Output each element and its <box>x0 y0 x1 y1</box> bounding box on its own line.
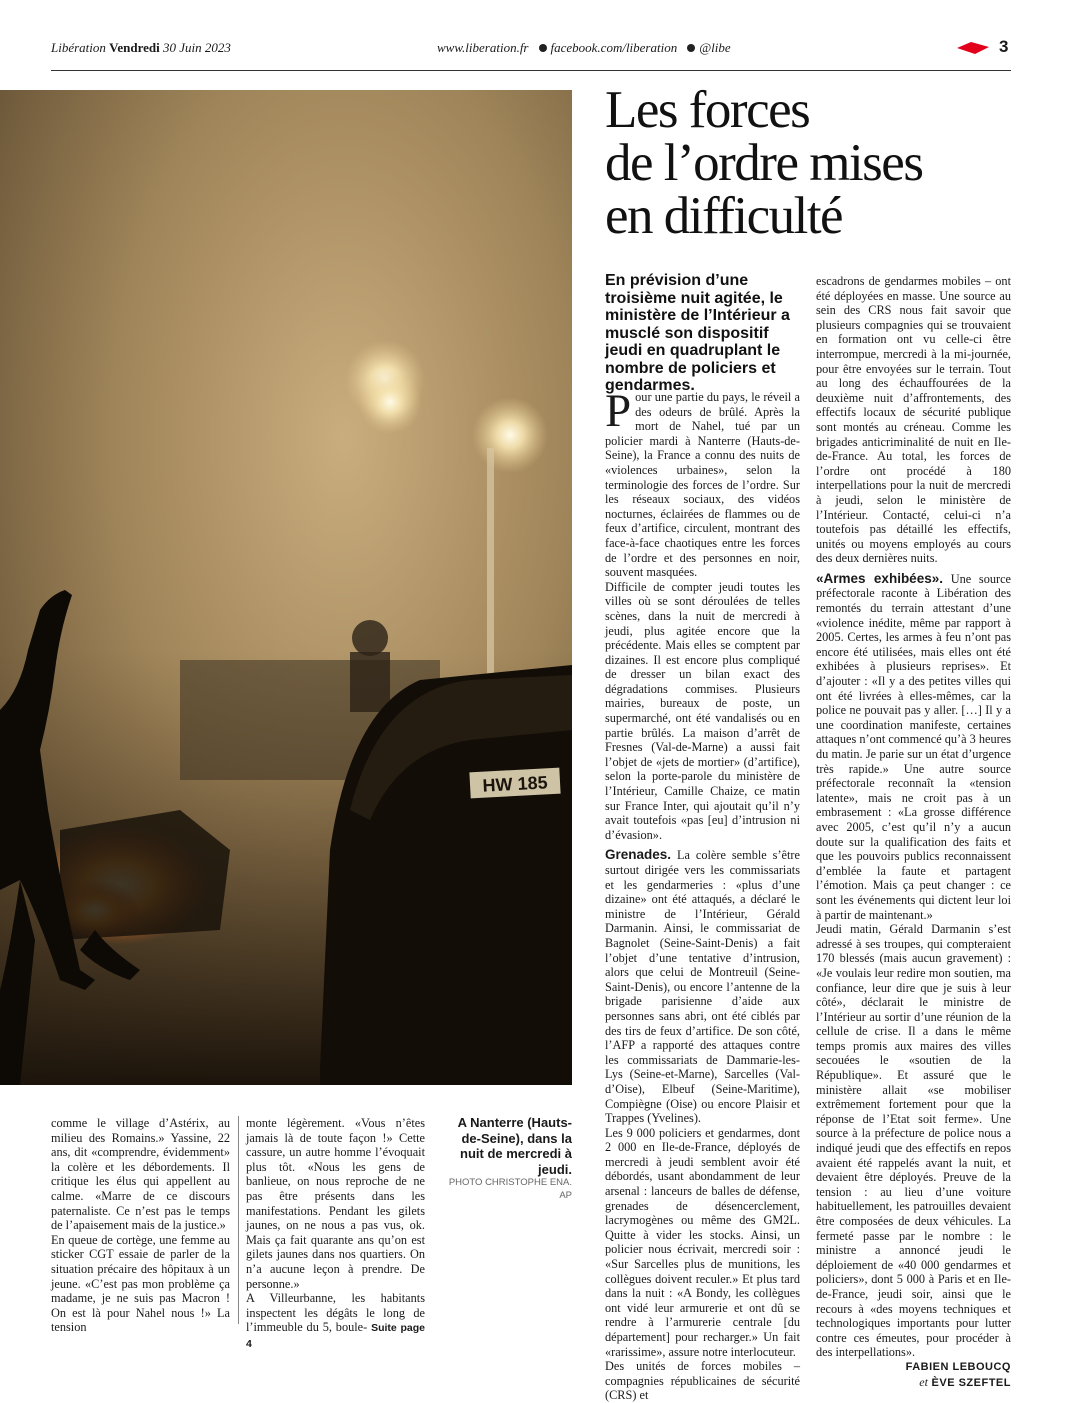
twitter-icon <box>687 44 695 52</box>
website-link[interactable]: www.liberation.fr <box>437 40 529 55</box>
continued-link[interactable]: Suite page 4 <box>246 1322 425 1350</box>
paragraph: A Villeurbanne, les habitants inspectent les dégâts le long de l’immeuble du 5, boule- Suite page 4 <box>246 1291 425 1350</box>
intertitle: «Armes exhibées». <box>816 570 943 586</box>
paragraph: comme le village d’Astérix, au milieu des Romains.» Yassine, 22 ans, dit «comprendre, évidemment» la colère et les débordements. Il critique les élus qui appellent au calme. «Marre de ce discours paternaliste. Ce n’est pas le temps de l’apaisement mais de la justice.» <box>51 1116 230 1233</box>
header-issue <box>51 40 231 56</box>
headline-line-1: Les forces <box>605 81 810 139</box>
paragraph: Pour une partie du pays, le réveil a des odeurs de brûlé. Après la mort de Nahel, tué par un policier mardi à Nanterre (Hauts-de-Seine), la France a connu des nuits de «violences urbaines», selon la terminologie des forces de l’ordre. Sur les réseaux sociaux, des vidéos nocturnes, éclairées de flammes ou de feux d’artifice, circulent, montrant des face-à-face chaotiques entre les forces de l’ordre et des personnes en noir, souvent masquées. <box>605 385 800 580</box>
twitter-link[interactable]: @libe <box>699 40 731 55</box>
continued-column-b <box>246 1116 425 1352</box>
author-2: ÈVE SZEFTEL <box>931 1376 1011 1389</box>
riot-photo <box>0 90 572 1085</box>
facebook-icon <box>539 44 547 52</box>
paragraph: escadrons de gendarmes mobiles – ont été déployées en masse. Une source au sein des CRS nous fait savoir que plusieurs compagnies qui se trouvaient en formation ont vu celle-ci être interrompue, mercredi à la mi-journée, pour être envoyées sur le terrain. Tout au long des échauffourées de la deuxième nuit d’affrontements, des effectifs locaux de sécurité publique sont montés au créneau. Comme les brigades anticriminalité de nuit en Ile-de-France. Au total, les forces de l’ordre ont procédé à 180 interpellations pour la nuit de mercredi à jeudi, selon le ministère de l’Intérieur. Contacté, celui-ci n’a toutefois pas détaillé les effectifs, unités ou moyens employés au cours des deux dernières nuits. <box>816 274 1011 566</box>
article-headline <box>605 81 1025 245</box>
photo-credit: PHOTO CHRISTOPHE ENA. AP <box>448 1177 572 1201</box>
paragraph: Jeudi matin, Gérald Darmanin s’est adressé à ses troupes, qui compteraient 170 blessés (mais aucun gravement) : «Je voulais leur redire mon soutien, ma confiance, leur dire que je suis à leur côté», déclarait le ministre de l’Intérieur au sortir d’une réunion de la cellule de crise. Il a dans le même temps promis aux maires des villes secouées le «soutien de la République». Et assuré que le ministère allait «se mobiliser extrêmement fortement pour que la réponse de l’Etat soit ferme». Une source à la préfecture de police nous a indiqué jeudi que des effectifs en repos avaient été rappelés avant la nuit, et devaient être déployés. Preuve de la tension : au lieu d’une voiture habituellement, les patrouilles devaient être composées de deux véhicules. La fermeté passe par le nombre : le ministre a annoncé jeudi le déploiement de «40 000 gendarmes et policiers», dont 5 000 à Paris et en Ile-de-France, jeudi soir, ainsi que le recours à «des moyens techniques et technologiques importants pour lutter contre ces émeutes, pour procéder à des interpellations». <box>816 922 1011 1360</box>
headline-line-2: de l’ordre mises <box>605 134 923 192</box>
paragraph: Difficile de compter jeudi toutes les villes où se sont déroulées de telles scènes, dans la nuit de mercredi à jeudi, plus agitée encore que la précédente. Mais elles se comptent par dizaines. Il est encore plus compliqué de dresser un bilan exact des dégradations commises. Plusieurs mairies, bureaux de poste, un supermarché, ont été vandalisés ou en partie brûlés. La maison d’arrêt de Fresnes (Val-de-Marne) a aussi fait l’objet de «jets de mortier» (d’artifice), selon la porte-parole du ministère de l’Intérieur, Camille Chaize, ce matin sur France Inter, qui ajoutait qu’il n’y avait toutefois «pas [eu] d’intrusion ni d’évasion». <box>605 579 800 842</box>
dropcap: P <box>605 385 632 437</box>
facebook-link[interactable]: facebook.com/liberation <box>550 40 678 55</box>
paragraph: Grenades. La colère semble s’être surtout dirigée vers les commissariats et les gendarmeries : «plus d’une dizaine» ont été attaqués, a déclaré le ministre de l’Intérieur, Gérald Darmanin. Ainsi, le commissariat de Bagnolet (Seine-Saint-Denis) a fait l’objet d’une tentative d’intrusion, alors que celui de Montreuil (Seine-Saint-Denis), ou encore l’antenne de la brigade parisienne d’aide aux personnes sans abri, ont été ciblés par des tirs de feux d’artifice. De son côté, l’AFP a rapporté des attaques contre les commissariats de Dammarie-les-Lys (Seine-et-Marne), Sarcelles (Val-d’Oise), Elbeuf (Seine-Maritime), Compiègne (Oise) ou encore Plaisir et Trappes (Yvelines). <box>605 847 800 1126</box>
page-number: 3 <box>999 37 1009 56</box>
liberation-logo-icon <box>957 42 989 54</box>
header-date: 30 Juin 2023 <box>162 40 231 55</box>
column-divider <box>238 1116 239 1324</box>
continued-column-a <box>51 1116 230 1335</box>
photo-caption: A Nanterre (Hauts-de-Seine), dans la nuit de mercredi à jeudi. <box>457 1115 572 1177</box>
author-conj: et <box>919 1374 928 1389</box>
paragraph: «Armes exhibées». Une source préfectorale raconte à Libération des remontés du terrain attestant d’une «violence inédite, même par rapport à 2005. Certes, les armes à feu n’ont pas encore été utilisées, mais elles ont été exhibées à plusieurs reprises». Et d’ajouter : «Il y a des petites villes qui ont été livrées à elles-mêmes, car la police ne pouvait pas y aller. […] Il y a une coordination manifeste, certaines attaques n’ont commencé qu’à 3 heures du matin. Je parie sur un état d’urgence très rapide.» Une autre source préfectorale reconnaît la «tension latente», mais ne croit pas à un embrasement : «La grosse différence avec 2005, c’est qu’il n’y a aucun doute sur la qualification des faits et que les pouvoirs publics reconnaissent d’emblée la faute et partagent l’émotion. Mais ça peut changer : ce sont les événements qui dictent leur loi à partir de maintenant.» <box>816 570 1012 922</box>
author-1: FABIEN LEBOUCQ <box>905 1360 1011 1373</box>
paragraph: Des unités de forces mobiles – compagnies républicaines de sécurité (CRS) et <box>605 1359 800 1403</box>
header-rule <box>51 70 1011 71</box>
intertitle: Grenades. <box>605 847 672 863</box>
article-lead: En prévision d’une troisième nuit agitée, le ministère de l’Intérieur a musclé son dispositif jeudi en quadruplant le nombre de policiers et gendarmes. <box>605 272 790 394</box>
byline <box>816 1360 1011 1390</box>
paragraph: Les 9 000 policiers et gendarmes, dont 2 000 en Ile-de-France, déployés de mercredi à jeudi semblent avoir été débordés, usant abondamment de leur arsenal : lanceurs de balles de défense, grenades de désencerclement, lacrymogènes ou même des GM2L. Quitte à vider les stocks. Ainsi, un policier nous écrivait, mercredi soir : «Sur Sarcelles plus de munitions, les collègues doivent reculer.» Et plus tard dans la nuit : «A Bondy, les collègues ont vidé leur armurerie et ont dû se rendre à l’armurerie centrale [du département] pour recharger.» Un fait «rarissime», assure notre interlocuteur. <box>605 1125 800 1359</box>
headline-line-3: en difficulté <box>605 187 843 245</box>
header-brand: Libération <box>51 40 106 55</box>
paragraph: En queue de cortège, une femme au sticker CGT essaie de parler de la situation précaire des hôpitaux à un jeune. «C’est pas mon problème ça madame, je ne suis pas Macron ! On est là pour Nahel nous !» La tension <box>51 1232 230 1335</box>
header-day: Vendredi <box>109 40 160 55</box>
paragraph: monte légèrement. «Vous n’êtes jamais là de toute façon !» Cette cassure, un autre homme l’évoquait plus tôt. «Nous les gens de banlieue, on nous reproche de ne pas être présents dans les manifestations. Pendant les gilets jaunes, on ne nous a pas vus, ok. Mais ça fait quarante ans qu’on est gilets jaunes dans nos quartiers. On n’a aucune leçon à prendre. De personne.» <box>246 1116 425 1291</box>
article-column-2 <box>816 274 1011 1390</box>
page-header <box>51 38 1011 60</box>
car-plate: HW 185 <box>482 772 549 796</box>
header-links <box>437 40 731 56</box>
article-column-1 <box>605 385 800 1403</box>
